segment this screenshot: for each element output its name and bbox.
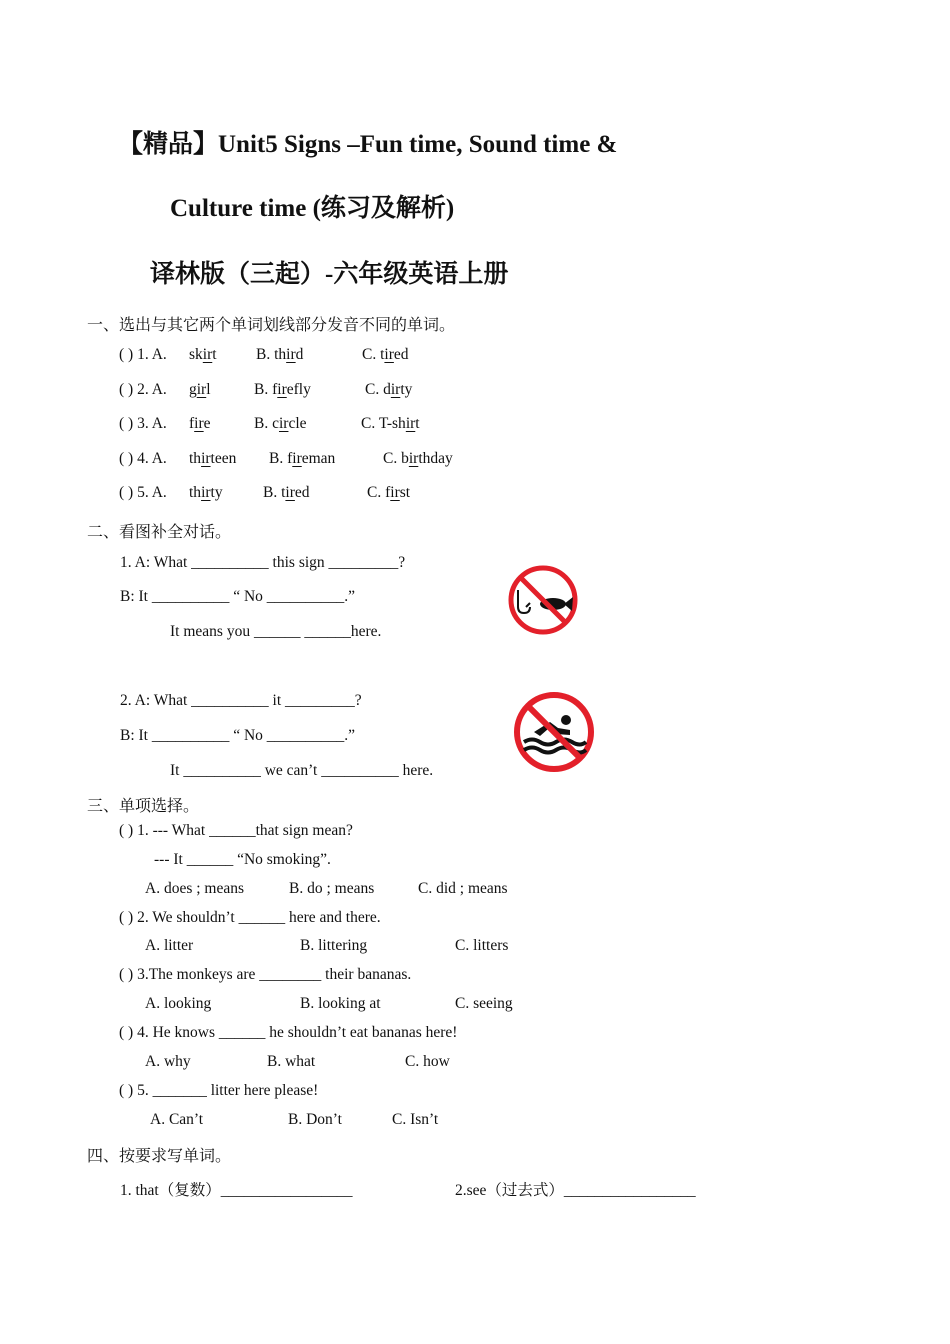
no-swimming-sign-icon (512, 690, 596, 774)
s4-item-1: 1. that（复数）_________________ (120, 1182, 353, 1199)
s3-q2-option-c: C. litters (455, 937, 509, 954)
s1-item-5-num: ( ) 5. A. (119, 484, 167, 501)
s1-item-4-b: B. fireman (269, 450, 336, 467)
s3-q1-option-a: A. does ; means (145, 880, 245, 897)
s3-q5-stem: ( ) 5. _______ litter here please! (119, 1082, 319, 1099)
s2-q1-line-b: B: It __________ “ No __________.” (120, 588, 356, 605)
s1-item-1-b: B. third (256, 346, 304, 363)
s1-item-1-c: C. tired (362, 346, 409, 363)
s3-q2-option-b: B. littering (300, 937, 368, 954)
s3-q5-option-c: C. Isn’t (392, 1111, 439, 1128)
s1-item-2-b: B. firefly (254, 381, 311, 398)
s4-item-2: 2.see（过去式）_________________ (455, 1182, 696, 1199)
s3-q1-stem2: --- It ______ “No smoking”. (154, 851, 331, 868)
s3-q3-option-a: A. looking (145, 995, 212, 1012)
s2-q1-line-a: 1. A: What __________ this sign _________? (120, 554, 406, 571)
s2-q2-line-c: It __________ we can’t __________ here. (170, 762, 434, 779)
s3-q2-stem: ( ) 2. We shouldn’t ______ here and there. (119, 909, 381, 926)
s3-q5-option-b: B. Don’t (288, 1111, 342, 1128)
s3-q1-option-c: C. did ; means (418, 880, 508, 897)
section1-heading: 一、选出与其它两个单词划线部分发音不同的单词。 (87, 315, 456, 334)
s2-q2-line-b: B: It __________ “ No __________.” (120, 727, 356, 744)
section3-heading: 三、单项选择。 (87, 796, 200, 815)
s1-item-4-c: C. birthday (383, 450, 453, 467)
s1-item-2-num: ( ) 2. A. (119, 381, 167, 398)
s1-item-2-c: C. dirty (365, 381, 413, 398)
s1-item-4-a: thirteen (189, 450, 237, 467)
s3-q3-stem: ( ) 3.The monkeys are ________ their bananas. (119, 966, 412, 983)
s1-item-3-b: B. circle (254, 415, 307, 432)
s1-item-5-a: thirty (189, 484, 223, 501)
s2-q1-line-c: It means you ______ ______here. (170, 623, 382, 640)
s1-item-5-b: B. tired (263, 484, 310, 501)
s1-item-3-num: ( ) 3. A. (119, 415, 167, 432)
s3-q2-option-a: A. litter (145, 937, 194, 954)
s1-item-1-num: ( ) 1. A. (119, 346, 167, 363)
s1-item-4-num: ( ) 4. A. (119, 450, 167, 467)
s3-q4-option-b: B. what (267, 1053, 316, 1070)
s3-q4-option-a: A. why (145, 1053, 191, 1070)
s1-item-3-a: fire (189, 415, 211, 432)
s3-q4-option-c: C. how (405, 1053, 450, 1070)
s3-q1-option-b: B. do ; means (289, 880, 375, 897)
title-line-2: Culture time (练习及解析) (170, 195, 455, 222)
s1-item-3-c: C. T-shirt (361, 415, 420, 432)
s1-item-2-a: girl (189, 381, 211, 398)
title-line-1: 【精品】Unit5 Signs –Fun time, Sound time & (118, 131, 618, 158)
s3-q3-option-b: B. looking at (300, 995, 381, 1012)
s1-item-5-c: C. first (367, 484, 411, 501)
s3-q3-option-c: C. seeing (455, 995, 513, 1012)
section4-heading: 四、按要求写单词。 (87, 1146, 232, 1165)
title-line-3: 译林版（三起）-六年级英语上册 (150, 261, 509, 288)
s1-item-1-a: skirt (189, 346, 217, 363)
s2-q2-line-a: 2. A: What __________ it _________? (120, 692, 362, 709)
section2-heading: 二、看图补全对话。 (87, 522, 232, 541)
no-fishing-sign-icon (506, 563, 580, 637)
s3-q1-stem: ( ) 1. --- What ______that sign mean? (119, 822, 353, 839)
s3-q5-option-a: A. Can’t (150, 1111, 204, 1128)
s3-q4-stem: ( ) 4. He knows ______ he shouldn’t eat bananas here! (119, 1024, 458, 1041)
